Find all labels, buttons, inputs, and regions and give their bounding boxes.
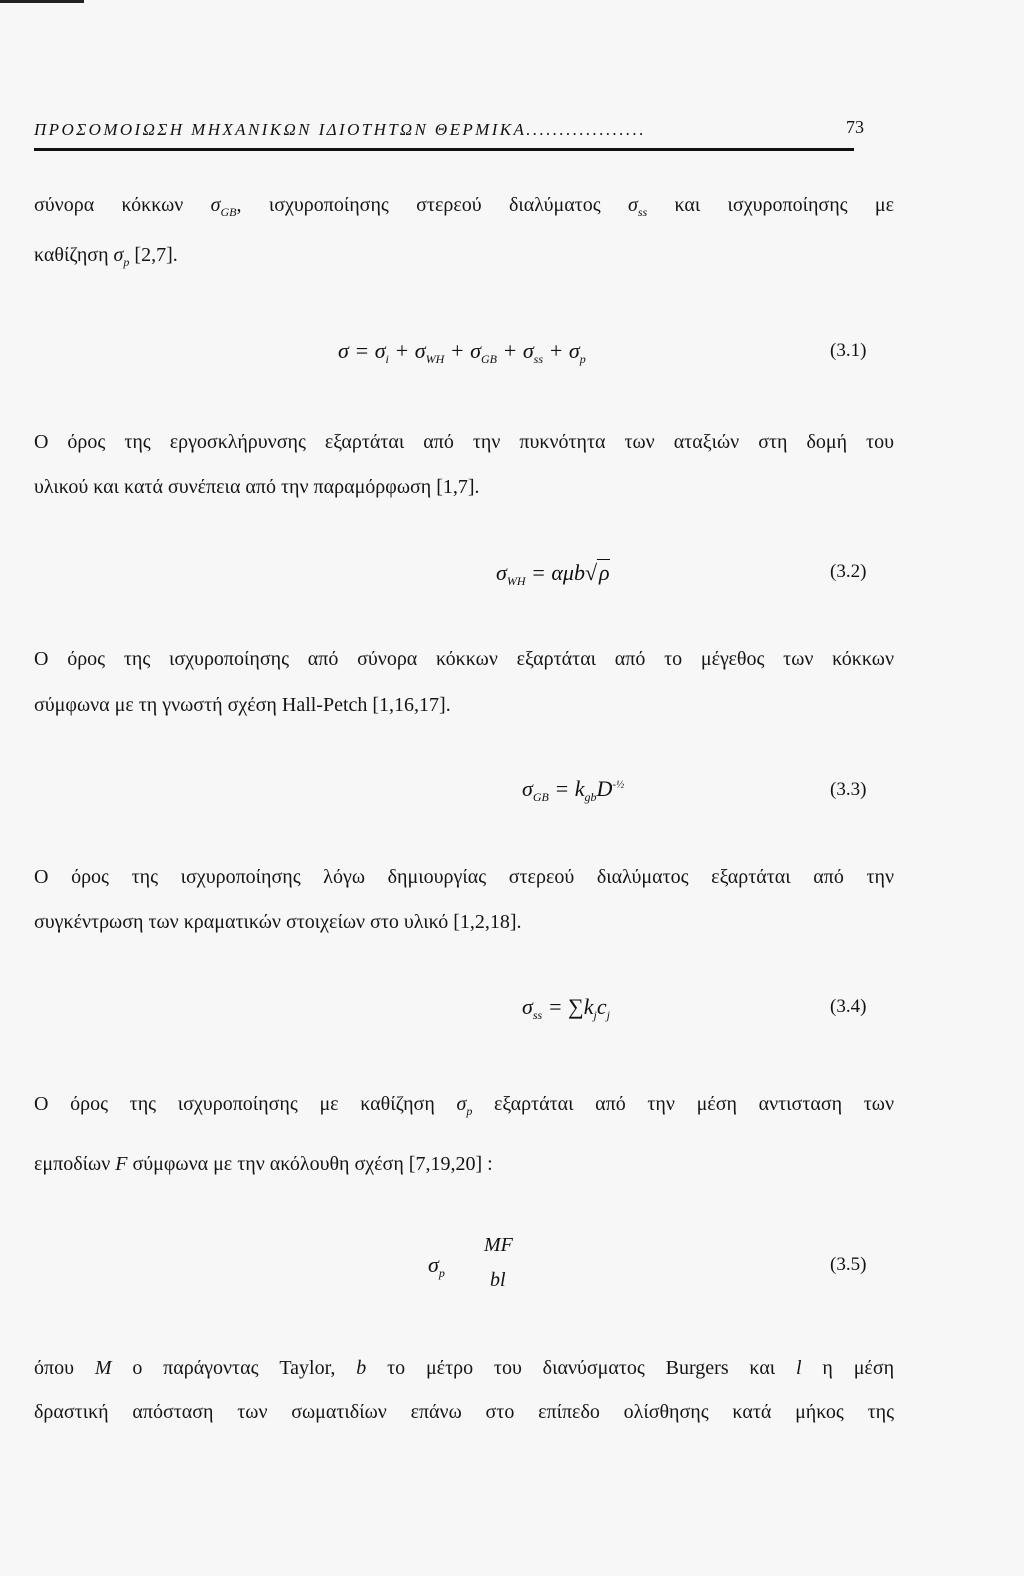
equation-number: (3.1) (830, 340, 867, 361)
para1-line2: καθίζηση $\sigma_p$ [2,7]. (34, 244, 178, 269)
para3-line2: σύμφωνα με τη γνωστή σχέση Hall-Petch [1,16,17]. (34, 694, 451, 716)
equation-number: (3.3) (830, 779, 867, 800)
sigma-ss-symbol: $\sigma_{ss}$ (627, 194, 648, 219)
equation-3-2: $\sigma_{WH} = \alpha\mu b√\rho$ (496, 560, 610, 588)
para1-line1: σύνορα κόκκων $\sigma_{GB}$, ισχυροποίησης στερεού διαλύματος $\sigma_{ss}$ και ισχυροποίησης με (34, 194, 895, 219)
equation-number: (3.4) (830, 996, 867, 1017)
equation-3-4: $\sigma_{ss} = \sum k_jc_j$ (522, 994, 610, 1022)
sigma-p-symbol: $\sigma_p$ (456, 1093, 473, 1118)
para2-line2: υλικού και κατά συνέπεια από την παραμόρφωση [1,7]. (34, 476, 480, 498)
fraction-numerator: MF (484, 1234, 513, 1256)
para3-line1: Ο όρος της ισχυροποίησης από σύνορα κόκκων εξαρτάται από το μέγεθος των κόκκων (34, 648, 894, 670)
equation-3-3: $\sigma_{GB} = k_{gb}D^{-\frac{1}{2}}$ (522, 776, 625, 804)
symbol-b: b (356, 1357, 367, 1379)
equation-3-1: $\sigma = \sigma_i + \sigma_{WH} + \sigma_{GB} + \sigma_{ss} + \sigma_p$ (338, 338, 586, 366)
page-number: 73 (846, 117, 864, 137)
para6-line2: δραστική απόσταση των σωματιδίων επάνω στο επίπεδο ολίσθησης κατά μήκος της (34, 1401, 894, 1423)
para6-line1: όπου M ο παράγοντας Taylor, b το μέτρο του διανύσματος Burgers και l η μέση (34, 1357, 895, 1379)
symbol-M: M (94, 1357, 112, 1379)
equation-number: (3.2) (830, 561, 867, 582)
para5-line1: Ο όρος της ισχυροποίησης με καθίζηση $\sigma_p$ εξαρτάται από την μέση αντισταση των (34, 1093, 895, 1118)
running-header: ΠΡΟΣΟΜΟΙΩΣΗ ΜΗΧΑΝΙΚΩΝ ΙΔΙΟΤΗΤΩΝ ΘΕΡΜΙΚΑ.................. (34, 120, 646, 139)
header-rule (34, 148, 854, 151)
equation-3-5-lhs: $\sigma_p$ (428, 1252, 445, 1280)
sigma-gb-symbol: $\sigma_{GB}$ (210, 194, 237, 219)
equation-number: (3.5) (830, 1254, 867, 1275)
para2-line1: Ο όρος της εργοσκλήρυνσης εξαρτάται από την πυκνότητα των αταξιών στη δομή του (34, 431, 894, 453)
para5-line2: εμποδίων F σύμφωνα με την ακόλουθη σχέση [7,19,20] : (34, 1153, 493, 1175)
para4-line1: Ο όρος της ισχυροποίησης λόγω δημιουργίας στερεού διαλύματος εξαρτάται από την (34, 866, 894, 888)
para4-line2: συγκέντρωση των κραματικών στοιχείων στο υλικό [1,2,18]. (34, 911, 522, 933)
fraction-denominator: bl (490, 1269, 506, 1291)
scan-edge-mark (0, 0, 84, 3)
sigma-p-symbol: $\sigma_p$ (113, 244, 130, 269)
symbol-l: l (796, 1357, 802, 1379)
symbol-F: F (115, 1153, 128, 1175)
